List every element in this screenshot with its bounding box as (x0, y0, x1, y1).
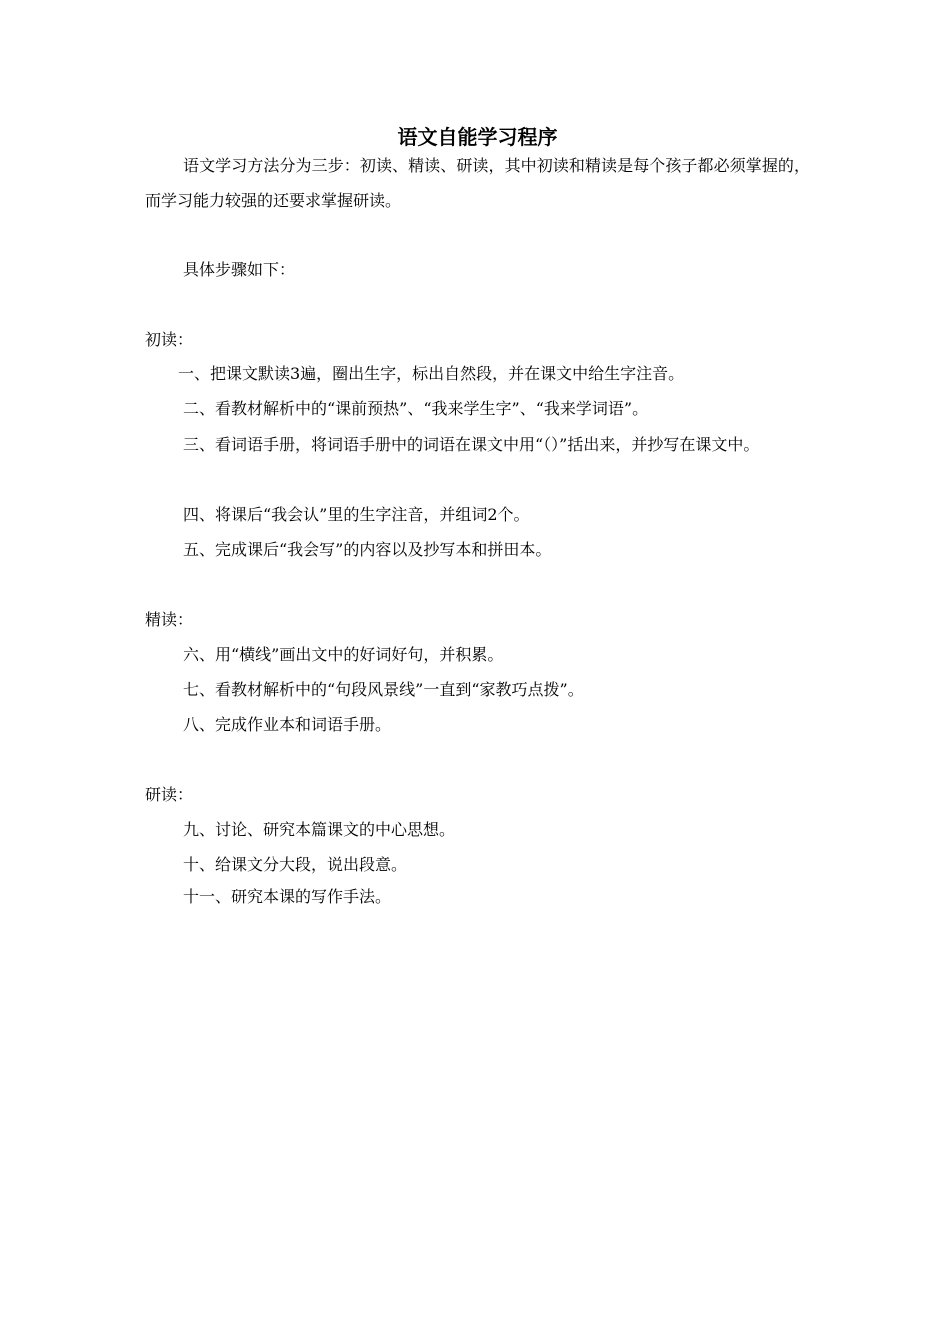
steps-heading: 具体步骤如下： (183, 260, 296, 279)
list-item: 九、讨论、研究本篇课文的中心思想。 (183, 820, 456, 839)
list-item: 三、看词语手册，将词语手册中的词语在课文中用“（）”括出来，并抄写在课文中。 (183, 435, 760, 454)
list-item: 七、看教材解析中的“句段风景线”一直到“家教巧点拨”。 (183, 680, 584, 699)
list-item: 二、看教材解析中的“课前预热”、“我来学生字”、“我来学词语”。 (183, 399, 649, 418)
list-item: 六、用“横线”画出文中的好词好句，并积累。 (183, 645, 504, 664)
list-item: 十一、研究本课的写作手法。 (183, 887, 392, 906)
list-item: 一、把课文默读3遍，圈出生字，标出自然段，并在课文中给生字注音。 (178, 364, 685, 383)
intro-paragraph: 语文学习方法分为三步：初读、精读、研读，其中初读和精读是每个孩子都必须掌握的，而学习能力较强的还要求掌握研读。 (145, 156, 810, 210)
list-item: 八、完成作业本和词语手册。 (183, 715, 392, 734)
list-item: 十、给课文分大段，说出段意。 (183, 855, 408, 874)
page-title: 语文自能学习程序 (397, 125, 558, 149)
list-item: 四、将课后“我会认”里的生字注音，并组词2个。 (183, 505, 530, 524)
section-heading-research-reading: 研读： (145, 785, 194, 804)
section-heading-first-reading: 初读： (145, 330, 194, 349)
list-item: 五、完成课后“我会写”的内容以及抄写本和拼田本。 (183, 540, 552, 559)
section-heading-intensive-reading: 精读： (145, 610, 194, 629)
